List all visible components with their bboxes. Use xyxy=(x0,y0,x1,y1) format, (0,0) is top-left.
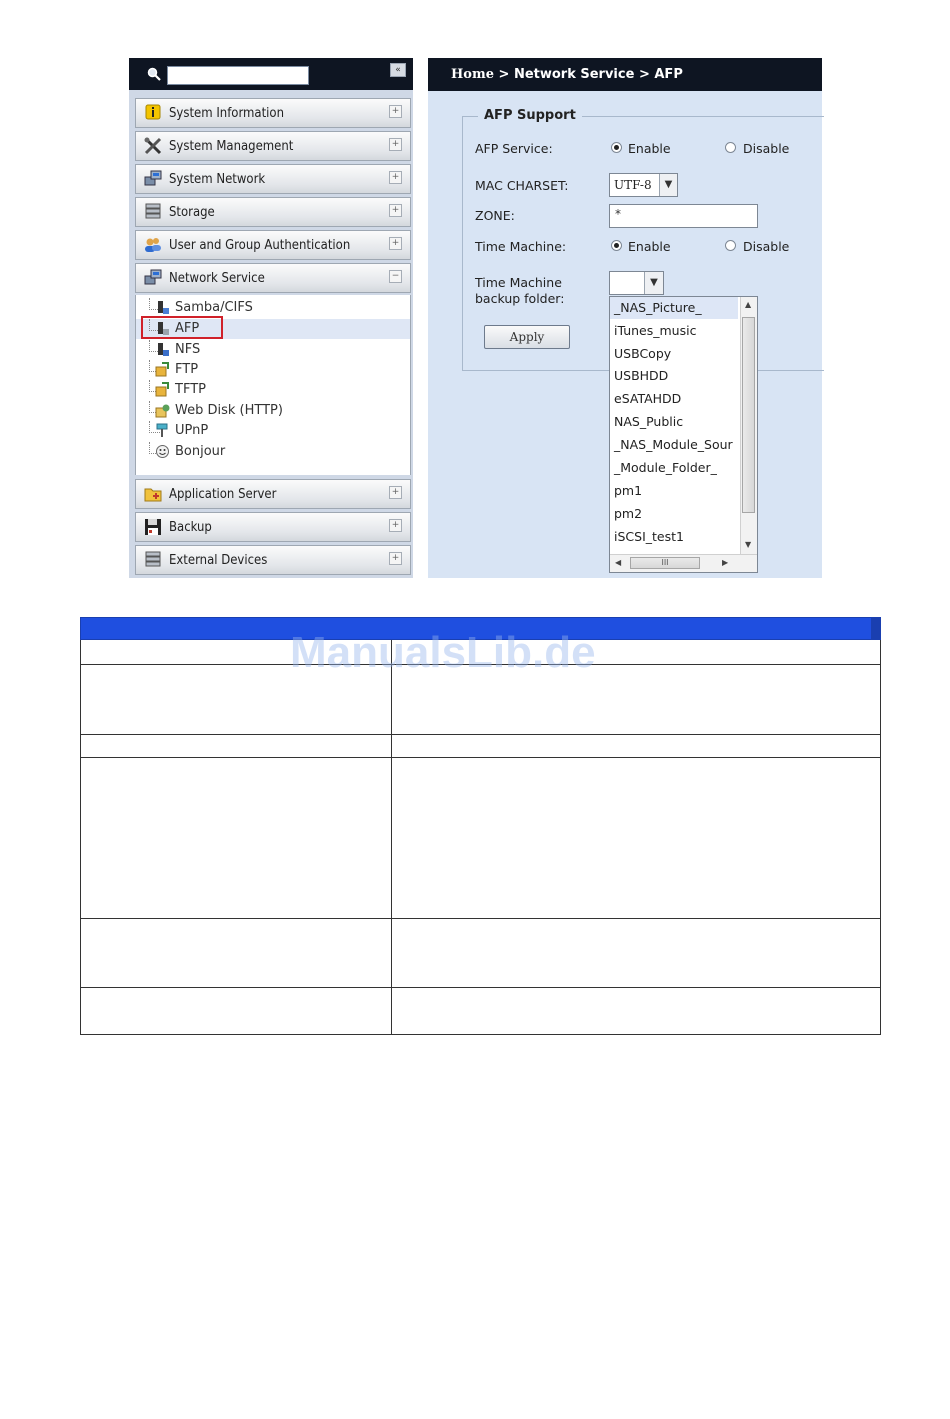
vertical-scrollbar[interactable] xyxy=(740,297,757,554)
afp-service-enable-radio[interactable] xyxy=(611,142,622,153)
zone-input[interactable]: * xyxy=(609,204,758,228)
time-machine-disable-label: Disable xyxy=(743,239,790,254)
table-row xyxy=(80,919,881,988)
scroll-left-icon[interactable]: ◀ xyxy=(615,558,622,567)
collapse-sidebar-button[interactable]: « xyxy=(390,63,406,77)
time-machine-enable-radio[interactable] xyxy=(611,240,622,251)
menu-user-group-authentication[interactable] xyxy=(135,230,411,260)
submenu-label: UPnP xyxy=(175,423,209,438)
menu-label: Application Server xyxy=(169,487,277,502)
external-device-icon xyxy=(144,551,162,569)
network-service-submenu xyxy=(135,295,411,475)
menu-label: System Management xyxy=(169,139,294,154)
samba-icon xyxy=(155,300,170,315)
expand-icon[interactable]: + xyxy=(389,486,402,499)
tools-icon xyxy=(144,137,162,155)
afp-service-disable-label: Disable xyxy=(743,141,790,156)
backup-folder-select[interactable] xyxy=(609,271,664,295)
menu-storage[interactable] xyxy=(135,197,411,227)
menu-label: Storage xyxy=(169,205,215,220)
submenu-label: Web Disk (HTTP) xyxy=(175,403,283,418)
chevron-down-icon[interactable]: ▼ xyxy=(644,272,663,294)
tftp-icon xyxy=(155,382,170,397)
expand-icon[interactable]: + xyxy=(389,204,402,217)
folder-option[interactable]: NAS_Public xyxy=(614,414,684,429)
sidebar-menu xyxy=(129,90,413,578)
main-panel xyxy=(428,58,822,578)
table-row xyxy=(80,988,881,1035)
folder-option[interactable]: _NAS_Module_Sour xyxy=(614,437,733,452)
folder-option[interactable]: iSCSI_test1 xyxy=(614,529,684,544)
menu-label: System Information xyxy=(169,106,284,121)
menu-backup[interactable] xyxy=(135,512,411,542)
floppy-icon xyxy=(144,518,162,536)
sidebar xyxy=(129,58,413,578)
submenu-item-tftp[interactable] xyxy=(136,380,410,400)
info-icon xyxy=(144,104,162,122)
breadcrumb-page: AFP xyxy=(654,67,683,82)
menu-application-server[interactable] xyxy=(135,479,411,509)
menu-network-service[interactable] xyxy=(135,263,411,293)
table-row xyxy=(80,735,881,758)
folder-option[interactable]: _Module_Folder_ xyxy=(614,460,717,475)
web-disk-icon xyxy=(155,403,170,418)
folder-option[interactable]: iTunes_music xyxy=(614,323,697,338)
menu-label: Backup xyxy=(169,520,212,535)
zone-label: ZONE: xyxy=(475,208,515,223)
expand-icon[interactable]: + xyxy=(389,519,402,532)
vertical-scroll-thumb[interactable] xyxy=(742,317,755,513)
expand-icon[interactable]: + xyxy=(389,552,402,565)
storage-icon xyxy=(144,203,162,221)
submenu-label: TFTP xyxy=(175,382,206,397)
submenu-label: Samba/CIFS xyxy=(175,300,253,315)
scroll-down-icon[interactable]: ▼ xyxy=(745,540,752,549)
breadcrumb-separator: > xyxy=(634,67,655,82)
mac-charset-select[interactable] xyxy=(609,173,678,197)
submenu-label: FTP xyxy=(175,362,199,377)
backup-folder-label-line2: backup folder: xyxy=(475,291,565,306)
backup-folder-dropdown xyxy=(609,296,758,573)
ftp-icon xyxy=(155,362,170,377)
breadcrumb-bar xyxy=(428,58,822,91)
network-icon xyxy=(144,170,162,188)
folder-option[interactable]: USBHDD xyxy=(614,368,669,383)
scroll-up-icon[interactable]: ▲ xyxy=(745,300,752,309)
time-machine-label: Time Machine: xyxy=(475,239,567,254)
menu-system-information[interactable] xyxy=(135,98,411,128)
submenu-item-ftp[interactable] xyxy=(136,360,410,380)
folder-option[interactable]: pm1 xyxy=(614,483,643,498)
time-machine-disable-radio[interactable] xyxy=(725,240,736,251)
menu-external-devices[interactable] xyxy=(135,545,411,575)
watermark: ManualsLib.de xyxy=(290,628,596,677)
search-input[interactable] xyxy=(167,66,309,85)
breadcrumb xyxy=(451,67,683,82)
menu-system-network[interactable] xyxy=(135,164,411,194)
apply-button[interactable]: Apply xyxy=(484,325,570,349)
submenu-label: Bonjour xyxy=(175,444,226,459)
folder-option[interactable]: _NAS_Picture_ xyxy=(610,297,738,319)
expand-icon[interactable]: + xyxy=(389,171,402,184)
folder-option[interactable]: USBCopy xyxy=(614,346,672,361)
menu-system-management[interactable] xyxy=(135,131,411,161)
backup-folder-label-line1: Time Machine xyxy=(475,275,562,290)
afp-service-enable-label: Enable xyxy=(628,141,671,156)
menu-label: Network Service xyxy=(169,271,265,286)
submenu-label: NFS xyxy=(175,342,201,357)
folder-option[interactable]: pm2 xyxy=(614,506,643,521)
breadcrumb-separator: > xyxy=(493,67,514,82)
nfs-icon xyxy=(155,342,170,357)
afp-support-legend: AFP Support xyxy=(478,108,582,123)
submenu-item-web-disk[interactable] xyxy=(136,401,410,421)
upnp-icon xyxy=(155,423,170,438)
bonjour-icon xyxy=(155,444,170,459)
expand-icon[interactable]: + xyxy=(389,237,402,250)
description-table xyxy=(80,617,881,1035)
submenu-item-bonjour[interactable] xyxy=(136,442,410,462)
table-header-accent xyxy=(871,618,880,639)
afp-service-label: AFP Service: xyxy=(475,141,553,156)
mac-charset-label: MAC CHARSET: xyxy=(475,178,569,193)
menu-label: User and Group Authentication xyxy=(169,238,351,253)
breadcrumb-section[interactable]: Network Service xyxy=(513,67,635,82)
submenu-label: AFP xyxy=(175,321,200,336)
horizontal-scroll-thumb[interactable]: III xyxy=(630,557,700,569)
users-icon xyxy=(144,236,162,254)
time-machine-enable-label: Enable xyxy=(628,239,671,254)
chevron-down-icon[interactable]: ▼ xyxy=(659,174,677,196)
menu-label: System Network xyxy=(169,172,266,187)
search-bar xyxy=(129,58,413,90)
scroll-right-icon[interactable]: ▶ xyxy=(722,558,729,567)
breadcrumb-home-link[interactable]: Home xyxy=(451,67,494,82)
afp-service-disable-radio[interactable] xyxy=(725,142,736,153)
folder-plus-icon xyxy=(144,485,162,503)
search-icon[interactable] xyxy=(147,67,161,81)
horizontal-scrollbar[interactable] xyxy=(610,554,757,572)
submenu-item-nfs[interactable] xyxy=(136,340,410,360)
folder-option[interactable]: eSATAHDD xyxy=(614,391,682,406)
expand-icon[interactable]: + xyxy=(389,105,402,118)
submenu-item-samba[interactable] xyxy=(136,298,410,318)
table-row xyxy=(80,758,881,919)
mac-charset-value: UTF-8 xyxy=(614,178,652,192)
network-service-icon xyxy=(144,269,162,287)
collapse-icon[interactable]: − xyxy=(389,270,402,283)
menu-label: External Devices xyxy=(169,553,268,568)
submenu-item-upnp[interactable] xyxy=(136,421,410,441)
afp-selection-outline xyxy=(141,316,223,339)
expand-icon[interactable]: + xyxy=(389,138,402,151)
